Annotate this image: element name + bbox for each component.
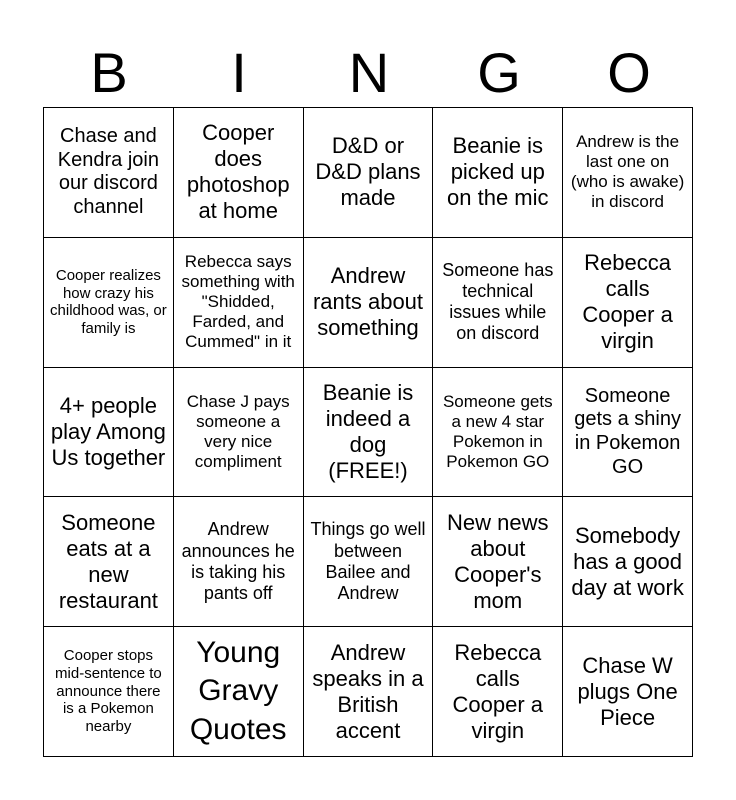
bingo-cell[interactable]: Chase and Kendra join our discord channel — [44, 108, 174, 238]
bingo-cell[interactable]: Andrew speaks in a British accent — [304, 627, 434, 757]
bingo-cell[interactable]: Andrew is the last one on (who is awake) in discord — [563, 108, 693, 238]
bingo-cell[interactable]: Beanie is indeed a dog (FREE!) — [304, 368, 434, 498]
bingo-cell[interactable]: Beanie is picked up on the mic — [433, 108, 563, 238]
bingo-cell[interactable]: Someone eats at a new restaurant — [44, 497, 174, 627]
bingo-cell[interactable]: Cooper stops mid-sentence to announce there is a Pokemon nearby — [44, 627, 174, 757]
bingo-cell[interactable]: Someone gets a new 4 star Pokemon in Pokemon GO — [433, 368, 563, 498]
bingo-cell[interactable]: D&D or D&D plans made — [304, 108, 434, 238]
header-letter-n: N — [348, 41, 390, 104]
bingo-cell[interactable]: Andrew announces he is taking his pants off — [174, 497, 304, 627]
bingo-cell[interactable]: Cooper realizes how crazy his childhood was, or family is — [44, 238, 174, 368]
bingo-cell[interactable]: Rebecca calls Cooper a virgin — [563, 238, 693, 368]
bingo-cell[interactable]: Chase W plugs One Piece — [563, 627, 693, 757]
bingo-cell[interactable]: Cooper does photoshop at home — [174, 108, 304, 238]
bingo-cell[interactable]: Andrew rants about something — [304, 238, 434, 368]
bingo-cell[interactable]: Rebecca calls Cooper a virgin — [433, 627, 563, 757]
header-letter-g: G — [477, 41, 521, 104]
bingo-cell[interactable]: Chase J pays someone a very nice compliment — [174, 368, 304, 498]
bingo-cell[interactable]: Rebecca says something with "Shidded, Farded, and Cummed" in it — [174, 238, 304, 368]
header-letter-o: O — [607, 41, 651, 104]
bingo-cell[interactable]: Somebody has a good day at work — [563, 497, 693, 627]
header-letter-i: I — [231, 41, 247, 104]
bingo-board — [43, 107, 693, 757]
bingo-header — [44, 40, 694, 106]
bingo-cell[interactable]: Young Gravy Quotes — [174, 627, 304, 757]
header-letter-b: B — [90, 41, 128, 104]
bingo-cell[interactable]: Someone has technical issues while on discord — [433, 238, 563, 368]
bingo-cell[interactable]: Things go well between Bailee and Andrew — [304, 497, 434, 627]
bingo-cell[interactable]: Someone gets a shiny in Pokemon GO — [563, 368, 693, 498]
bingo-cell[interactable]: New news about Cooper's mom — [433, 497, 563, 627]
bingo-cell[interactable]: 4+ people play Among Us together — [44, 368, 174, 498]
